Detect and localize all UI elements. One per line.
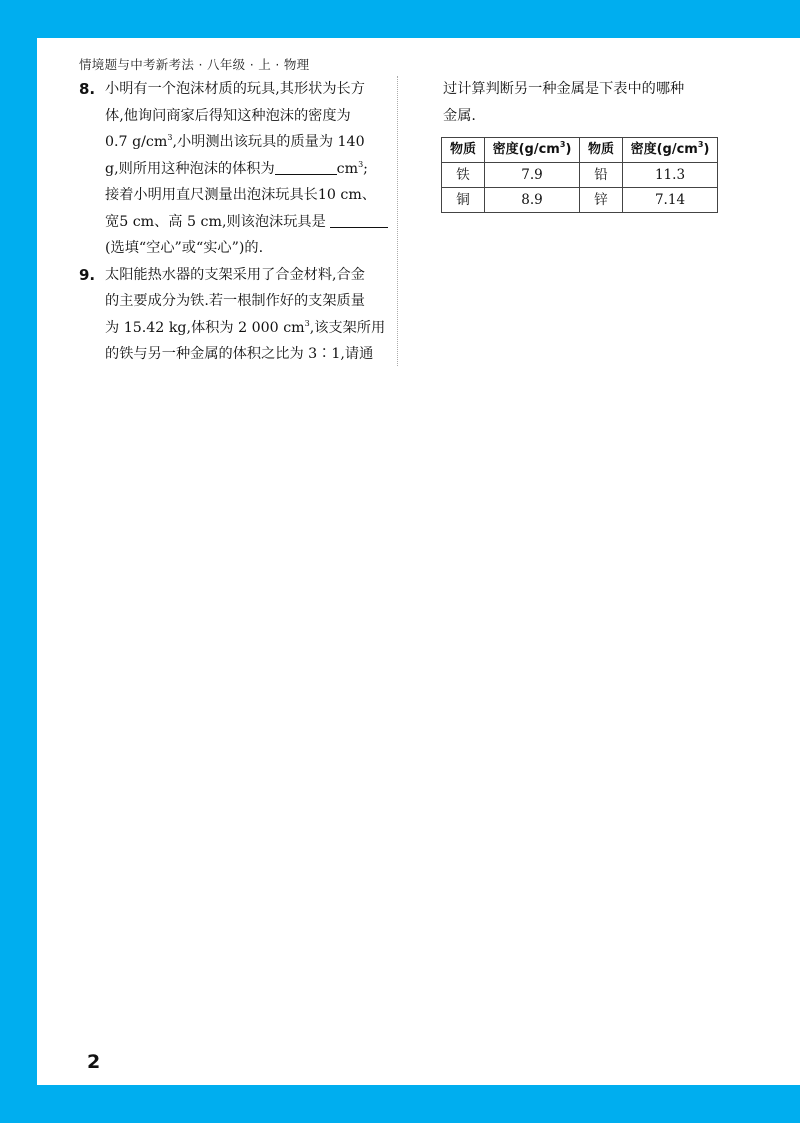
text-line: 接着小明用直尺测量出泡沫玩具长10 cm、 — [105, 187, 376, 203]
text-line: (选填“空心”或“实心”)的. — [105, 240, 264, 256]
header-substance: 物质 — [442, 138, 485, 163]
answer-blank-hollow-solid[interactable] — [330, 211, 388, 228]
page-number: 2 — [87, 1051, 101, 1073]
answer-blank-volume[interactable] — [275, 158, 337, 175]
table-row — [442, 188, 718, 213]
table-cell: 锌 — [580, 188, 623, 213]
text-line: 的主要成分为铁.若一根制作好的支架质量 — [105, 293, 365, 309]
header-density: 密度$(g/cm^3)$ — [623, 138, 718, 163]
table-cell: 7.14 — [623, 188, 718, 213]
table-cell: 铁 — [442, 163, 485, 188]
left-column — [79, 76, 391, 368]
text-line: 0.7 $g/cm^3$,小明测出该玩具的质量为 140 — [105, 133, 365, 150]
column-divider — [397, 76, 398, 366]
question-8 — [79, 76, 391, 262]
question-9 — [79, 262, 391, 368]
header-density: 密度$(g/cm^3)$ — [485, 138, 580, 163]
text-line: 小明有一个泡沫材质的玩具,其形状为长方 — [105, 81, 365, 97]
question-number: 9. — [79, 265, 96, 284]
text-line: 宽5 cm、高 5 cm,则该泡沫玩具是 — [105, 209, 391, 236]
page-sheet — [37, 38, 800, 1085]
table-cell: 7.9 — [485, 163, 580, 188]
text-line: 金属. — [443, 107, 476, 124]
text-line: 的铁与另一种金属的体积之比为 3∶1,请通 — [105, 346, 374, 362]
text-line: 太阳能热水器的支架采用了合金材料,合金 — [105, 266, 365, 283]
text-line: 为 15.42 kg,体积为 2 000 $cm^3$,该支架所用 — [105, 318, 386, 336]
header-substance: 物质 — [580, 138, 623, 163]
text-line: g,则所用这种泡沫的体积为 $cm^3$; — [105, 159, 368, 177]
table-cell: 8.9 — [485, 188, 580, 213]
table-row — [442, 163, 718, 188]
text-line: 过计算判断另一种金属是下表中的哪种 — [443, 81, 685, 97]
table-cell: 11.3 — [623, 163, 718, 188]
text-line: 体,他询问商家后得知这种泡沫的密度为 — [105, 107, 351, 124]
table-header-row — [442, 138, 718, 163]
right-column — [439, 76, 739, 213]
table-cell: 铜 — [442, 188, 485, 213]
page-header: 情境题与中考新考法 · 八年级 · 上 · 物理 — [79, 57, 310, 72]
question-number: 8. — [79, 80, 96, 98]
table-cell: 铅 — [580, 163, 623, 188]
density-table — [441, 137, 718, 213]
